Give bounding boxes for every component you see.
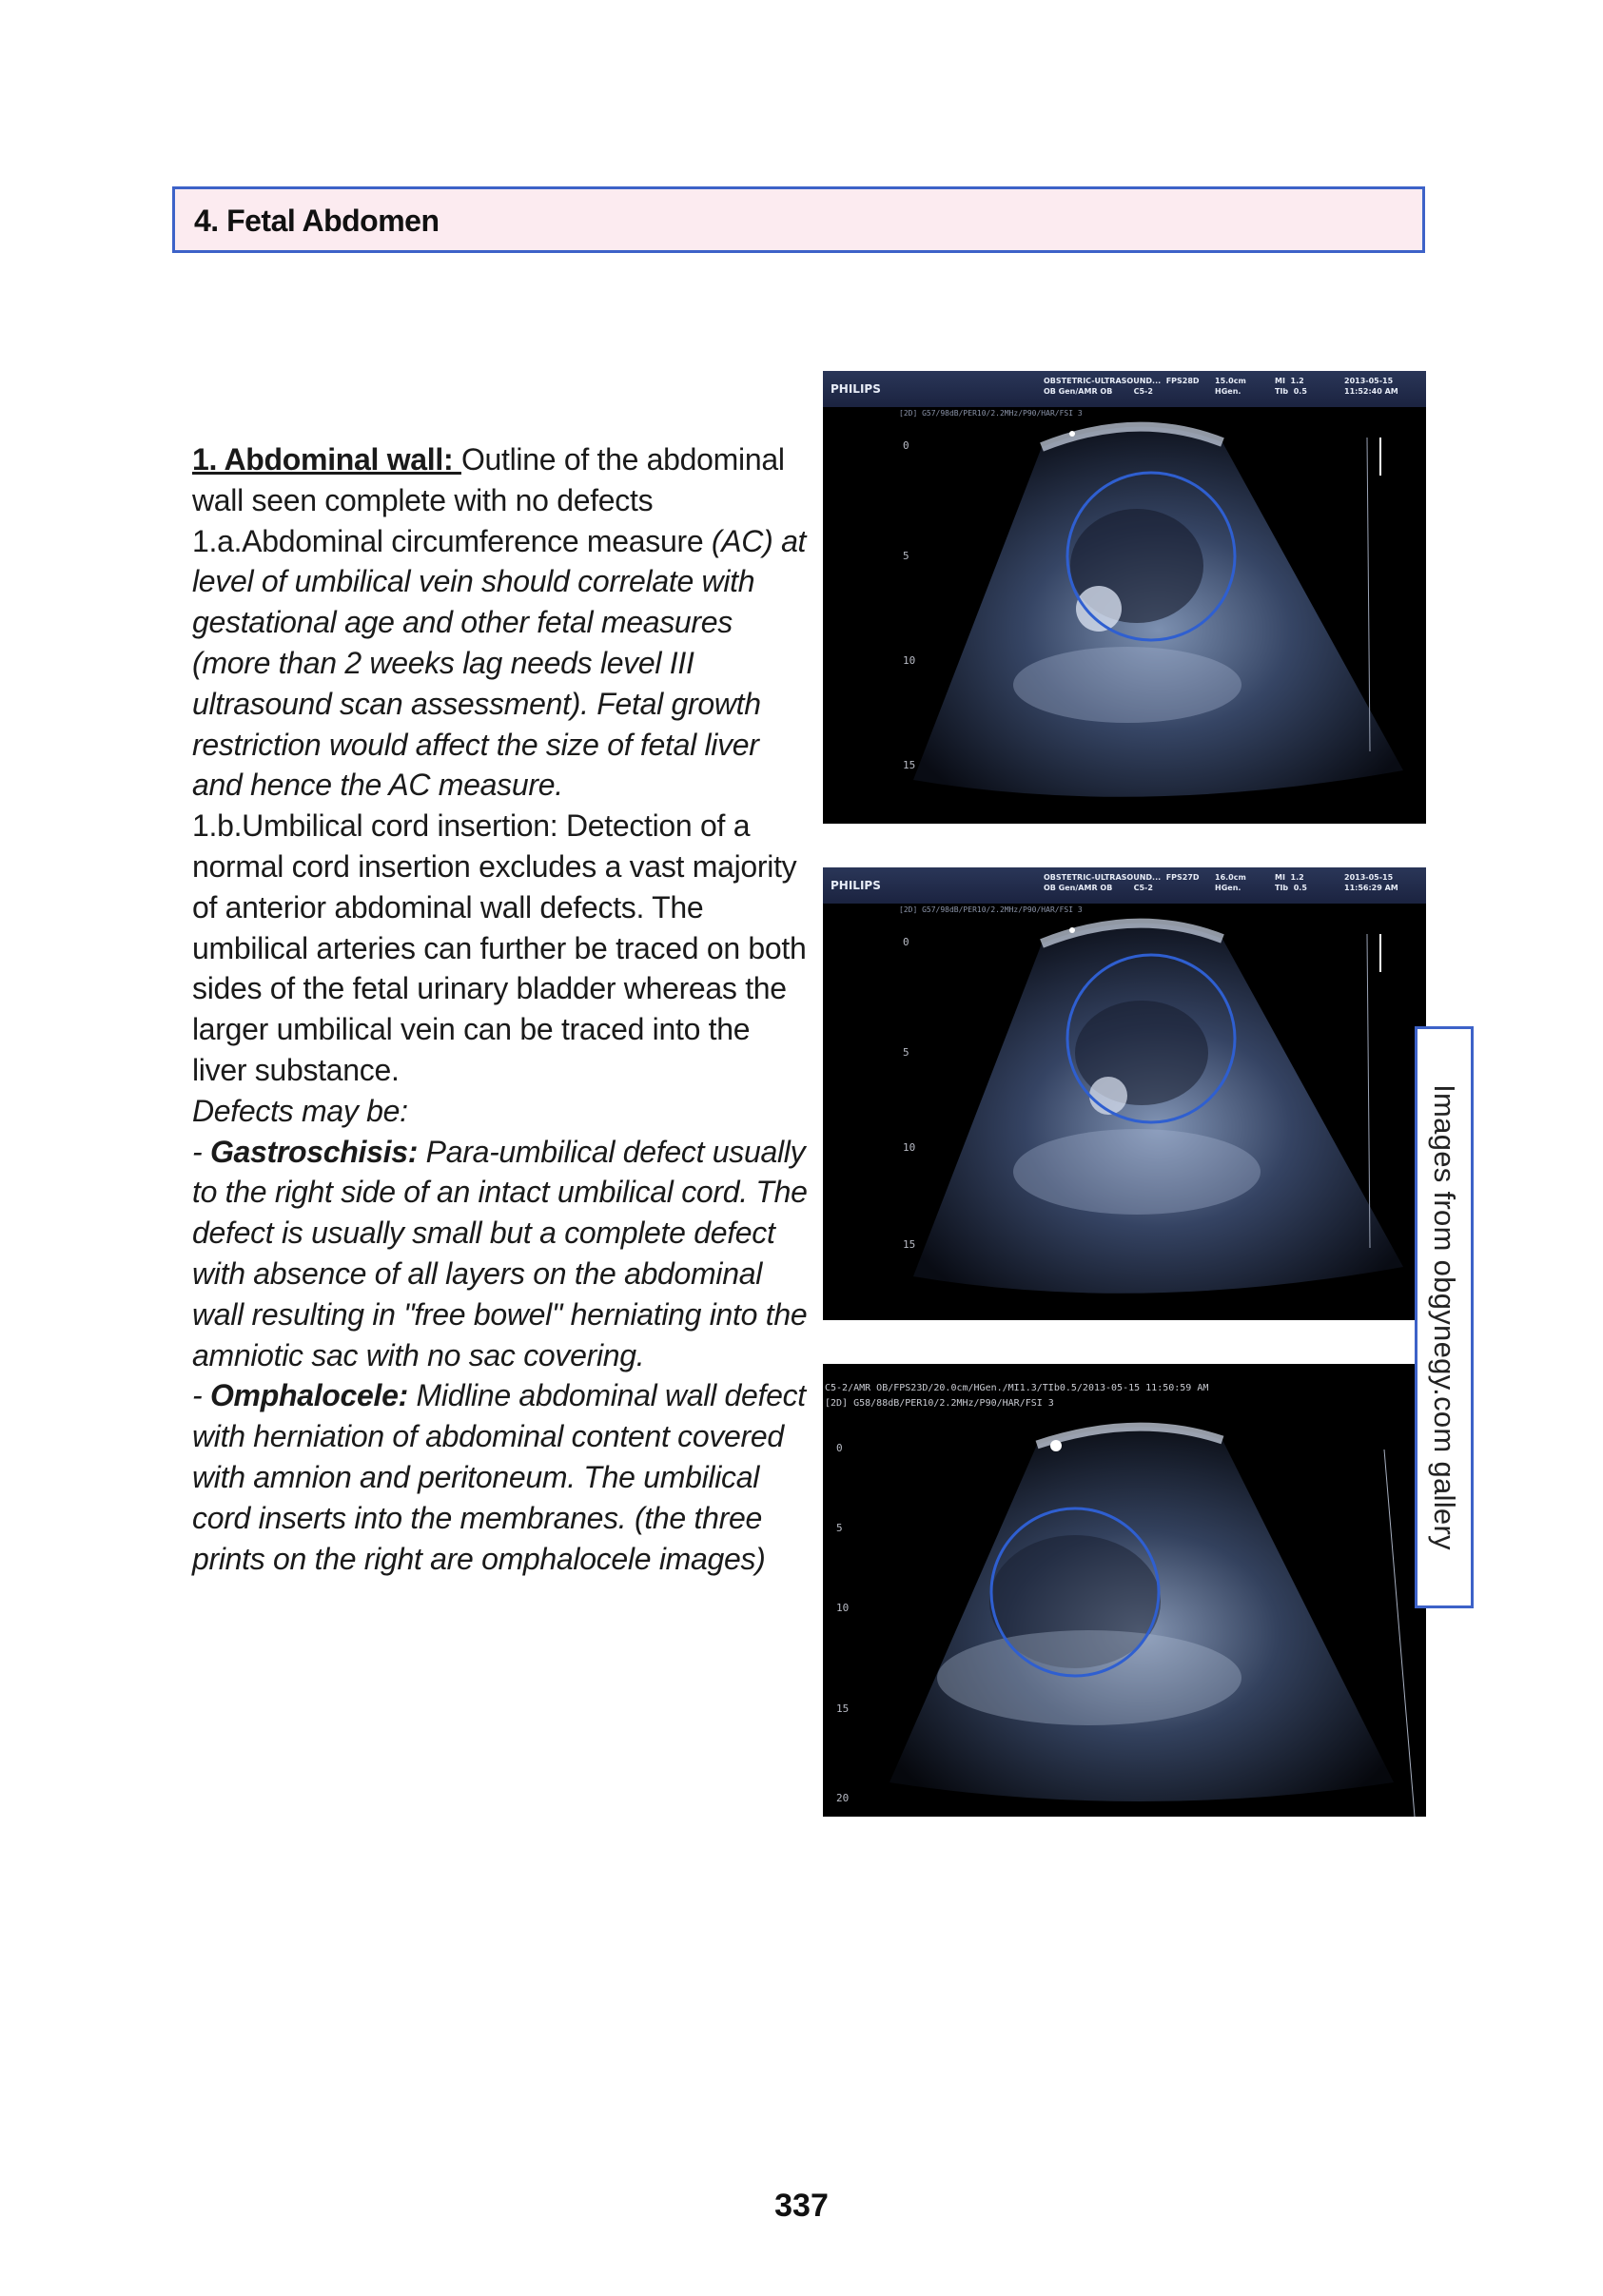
scale-tick: 5 <box>903 1046 909 1059</box>
intro-text: Outline of the abdominal wall seen complete with no defects <box>192 442 785 517</box>
ultrasound-2-scan <box>823 867 1426 1320</box>
scale-tick: 5 <box>903 550 909 562</box>
scale-tick: 20 <box>836 1792 850 1804</box>
scale-tick: 15 <box>903 1238 916 1251</box>
scale-tick: 10 <box>903 654 916 667</box>
brand-label: PHILIPS <box>831 879 881 892</box>
ultrasound-1-scan <box>823 371 1426 824</box>
omphalocele-term: Omphalocele: <box>209 1378 408 1413</box>
ac-italic: (AC) at level of umbilical vein should correlate with gestational age and other fetal measures (more than 2 weeks lag needs level III ultrasound scan assessment). Fetal growth restriction would affect the size of fetal liver and hence the AC measure. <box>192 523 807 803</box>
paragraph-omphalocele <box>192 1375 811 1579</box>
omphalocele-text: Midline abdominal wall defect with herniation of abdominal content covered with amnion and peritoneum. The umbilical cord inserts into the membranes. (the three prints on the right are omphalocele images) <box>192 1378 806 1576</box>
scan-meta-a: OBSTETRIC-ULTRASOUND... FPS28D OB Gen/AMR OB C5-2 <box>1044 377 1200 396</box>
scan-meta-b: 16.0cm HGen. <box>1215 873 1246 892</box>
body-text <box>192 439 811 1579</box>
scan-meta-d: 2013-05-15 11:52:40 AM <box>1344 377 1398 396</box>
scan-info-line-1: C5-2/AMR OB/FPS23D/20.0cm/HGen./MI1.3/TIb0.5/2013-05-15 11:50:59 AM <box>825 1383 1209 1393</box>
ultrasound-image-2 <box>823 867 1426 1320</box>
gastroschisis-text: Para-umbilical defect usually to the right side of an intact umbilical cord. The defect is usually small but a complete defect with absence of all layers on the abdominal wall resulting in "free bowel" herniating into the amniotic sac with no sac covering. <box>192 1134 808 1372</box>
omph-prefix: - <box>192 1378 210 1413</box>
scale-tick: 15 <box>836 1703 850 1715</box>
section-title: 4. Fetal Abdomen <box>194 204 440 238</box>
ac-lead: 1.a.Abdominal circumference measure <box>192 523 712 558</box>
heading-abdominal-wall: 1. Abdominal wall: <box>192 442 461 477</box>
scan-meta-d: 2013-05-15 11:56:29 AM <box>1344 873 1398 892</box>
paragraph-gastroschisis <box>192 1132 811 1376</box>
scan-subline: [2D] G57/98dB/PER10/2.2MHz/P90/HAR/FSI 3 <box>899 905 1083 914</box>
scan-info-line-2: [2D] G58/88dB/PER10/2.2MHz/P90/HAR/FSI 3 <box>825 1398 1054 1409</box>
brand-label: PHILIPS <box>831 382 881 396</box>
scale-tick: 10 <box>836 1602 850 1614</box>
scan-meta-c: MI 1.2 TIb 0.5 <box>1275 873 1307 892</box>
gastro-prefix: - <box>192 1134 210 1169</box>
section-header-box <box>172 186 1425 253</box>
image-source-box <box>1415 1026 1474 1608</box>
gastroschisis-term: Gastroschisis: <box>209 1134 419 1169</box>
scale-tick: 0 <box>903 439 909 452</box>
scale-tick: 15 <box>903 759 916 771</box>
scan-subline: [2D] G57/98dB/PER10/2.2MHz/P90/HAR/FSI 3 <box>899 409 1083 418</box>
scan-meta-c: MI 1.2 TIb 0.5 <box>1275 377 1307 396</box>
ultrasound-image-3 <box>823 1364 1426 1817</box>
paragraph-cord: 1.b.Umbilical cord insertion: Detection of a normal cord insertion excludes a vast majority of anterior abdominal wall defects. The umbilical arteries can further be traced on both sides of the fetal urinary bladder whereas the larger umbilical vein can be traced into the liver substance. <box>192 808 807 1087</box>
ultrasound-2-header <box>823 867 1426 904</box>
ultrasound-1-header <box>823 371 1426 407</box>
scale-tick: 0 <box>836 1442 843 1454</box>
scan-meta-a: OBSTETRIC-ULTRASOUND... FPS27D OB Gen/AMR OB C5-2 <box>1044 873 1200 892</box>
scan-meta-b: 15.0cm HGen. <box>1215 377 1246 396</box>
page-number: 337 <box>774 2188 829 2224</box>
paragraph-abdominal-wall <box>192 439 811 521</box>
scale-tick: 5 <box>836 1522 843 1534</box>
ultrasound-3-scan <box>823 1364 1426 1817</box>
scale-tick: 10 <box>903 1141 916 1154</box>
paragraph-ac <box>192 521 811 807</box>
ultrasound-image-1 <box>823 371 1426 824</box>
scale-tick: 0 <box>903 936 909 948</box>
image-source-label: Images from obgynegy.com gallery <box>1428 1084 1461 1550</box>
defects-intro: Defects may be: <box>192 1093 408 1128</box>
